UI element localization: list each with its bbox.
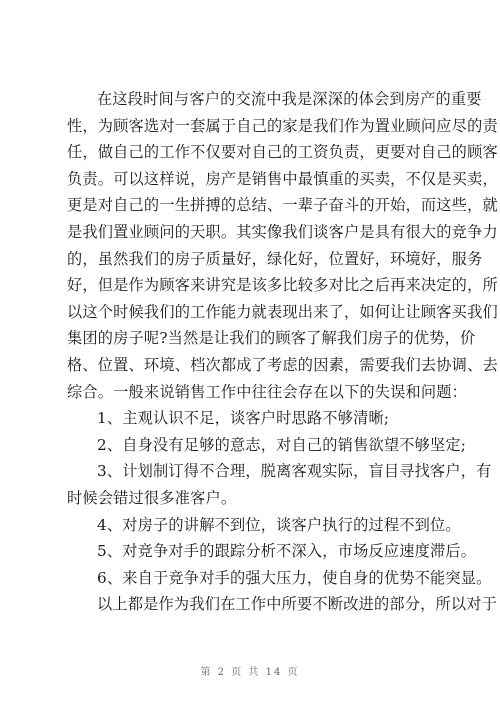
document-body bbox=[67, 86, 498, 618]
text-line: 以上都是作为我们在工作中所要不断改进的部分，所以对于 bbox=[97, 595, 498, 614]
text-line: 任，做自己的工作不仅要对自己的工资负责，更要对自己的顾客 bbox=[67, 143, 498, 162]
list-item: 2、自身没有足够的意志，对自己的销售欲望不够坚定; bbox=[97, 435, 467, 454]
page-number: 第 2 页 共 14 页 bbox=[200, 667, 300, 678]
list-item: 6、来自于竞争对手的强大压力，使自身的优势不能突显。 bbox=[97, 568, 492, 587]
text-line: 的，虽然我们的房子质量好，绿化好，位置好，环境好，服务 bbox=[67, 249, 483, 268]
text-line: 性，为顾客选对一套属于自己的家是我们作为置业顾问应尽的责 bbox=[67, 116, 498, 135]
text-line: 综合。一般来说销售工作中往往会存在以下的失误和问题： bbox=[67, 382, 468, 401]
text-line: 格、位置、环境、档次都成了考虑的因素，需要我们去协调、去 bbox=[67, 355, 498, 374]
text-line: 是我们置业顾问的天职。其实像我们谈客户是具有很大的竞争力 bbox=[67, 222, 498, 241]
text-line: 负责。可以这样说，房产是销售中最慎重的买卖，不仅是买卖， bbox=[67, 169, 498, 188]
list-item: 3、计划制订得不合理，脱离客观实际，盲目寻找客户，有 bbox=[97, 462, 492, 481]
text-line: 以这个时候我们的工作能力就表现出来了，如何让让顾客买我们 bbox=[67, 302, 498, 321]
list-item: 5、对竞争对手的跟踪分析不深入，市场反应速度滞后。 bbox=[97, 542, 477, 561]
text-line: 更是对自己的一生拼搏的总结、一辈子奋斗的开始，而这些，就 bbox=[67, 196, 498, 215]
text-line: 在这段时间与客户的交流中我是深深的体会到房产的重要 bbox=[97, 90, 482, 108]
list-item: 1、主观认识不足，谈客户时思路不够清晰; bbox=[97, 409, 390, 428]
text-line: 集团的房子呢?当然是让我们的顾客了解我们房子的优势，价 bbox=[67, 329, 476, 348]
text-line: 好，但是作为顾客来讲究是该多比较多对比之后再来决定的，所 bbox=[67, 276, 498, 295]
list-item: 4、对房子的讲解不到位，谈客户执行的过程不到位。 bbox=[97, 515, 461, 534]
text-line: 时候会错过很多准客户。 bbox=[67, 488, 237, 507]
